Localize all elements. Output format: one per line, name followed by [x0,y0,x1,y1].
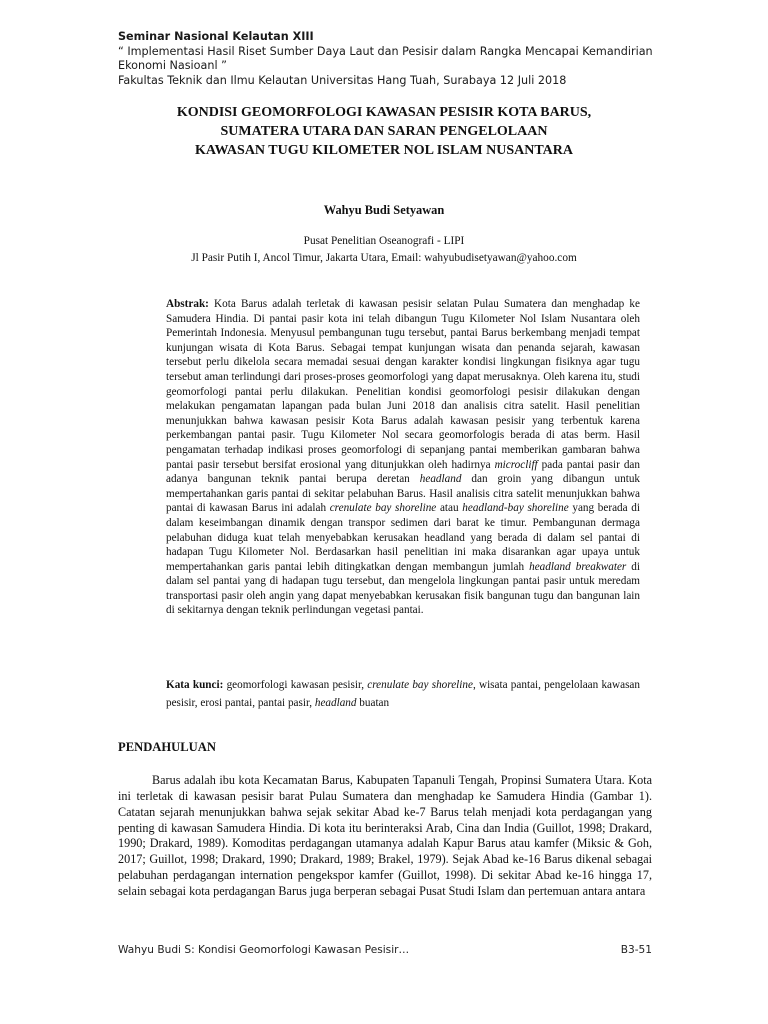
abstract-text: yang berada di dalam keseimbangan dinamik dengan transpor sedimen dari barat ke timur. Pembangunan dermaga pelabuhan diduga kuat telah menyebabkan kerusakan headland yang berada di dalam sel pantai di hadapan Tugu Kilometer Nol. Berdasarkan hasil penelitian ini maka disarankan agar upaya untuk mempertahankan garis pantai lebih ditingkatkan dengan membangun jumlah [166,502,640,573]
abstract-term: headland-bay shoreline [462,502,569,515]
author-affiliation-block [118,233,650,267]
abstract-term: headland [419,473,462,486]
conference-header [118,30,678,88]
title-line: KONDISI GEOMORFOLOGI KAWASAN PESISIR KOTA BARUS, [176,105,592,120]
page-footer [118,944,652,956]
running-title: Wahyu Budi S: Kondisi Geomorfologi Kawasan Pesisir… [118,944,410,956]
keywords-text: , wisata pantai, pengelolaan kawasan pesisir, erosi pantai, pantai pasir, [166,679,640,709]
keywords-term: headland [314,697,357,709]
body-paragraph: Barus adalah ibu kota Kecamatan Barus, Kabupaten Tapanuli Tengah, Propinsi Sumatera Utara. Kota ini terletak di kawasan pesisir barat Pulau Sumatera dan menghadap ke Samudera Hindia (Gambar 1). Catatan sejarah menunjukkan bahwa sejak sekitar Abad ke-7 Barus telah menjadi kota perdagangan yang penting di kawasan Samudera Hindia. Di kota itu berinteraksi Arab, Cina dan India (Guillot, 1998; Drakard, 1990; Drakard, 1989). Komoditas perdagangan utamanya adalah Kapur Barus atau kamfer (Miksic & Goh, 2017; Guillot, 1998; Drakard, 1990; Drakard, 1989; Brakel, 1979). Sejak Abad ke-16 Barus dikenal sebagai pelabuhan perdagangan internation pengekspor kamfer (Guillot, 1998). Di sekitar Abad ke-16 hingga 17, selain sebagai kota perdagangan Barus juga berperan sebagai Pusat Studi Islam dan pertemuan antara antara [118,773,652,898]
affiliation: Pusat Penelitian Oseanografi - LIPI [303,235,465,247]
keywords-text: buatan [356,697,390,709]
paper-title [118,103,650,160]
abstract-text: dan groin yang dibangun untuk mempertahankan garis pantai di sekitar pelabuhan Barus. Hasil analisis citra satelit menunjukkan bahwa pantai di kawasan Barus ini adalah [166,473,641,515]
author-name: Wahyu Budi Setyawan [323,203,445,217]
conference-venue: Fakultas Teknik dan Ilmu Kelautan Universitas Hang Tuah, Surabaya 12 Juli 2018 [118,73,567,87]
abstract-label: Abstrak: [166,298,209,310]
abstract-term: headland breakwater [529,560,627,573]
abstract-text: atau [436,502,463,515]
conference-theme: “ Implementasi Hasil Riset Sumber Daya Laut dan Pesisir dalam Rangka Mencapai Kemandirian Ekonomi Nasioanl ” [118,44,653,73]
keywords-label: Kata kunci: [166,679,224,691]
abstract [166,297,640,618]
abstract-term: crenulate bay shoreline [329,502,437,515]
title-line: KAWASAN TUGU KILOMETER NOL ISLAM NUSANTARA [195,143,573,158]
title-line: SUMATERA UTARA DAN SARAN PENGELOLAAN [220,124,548,139]
conference-name: Seminar Nasional Kelautan XIII [118,30,314,43]
address-email: Jl Pasir Putih I, Ancol Timur, Jakarta Utara, Email: wahyubudisetyawan@yahoo.com [191,252,577,264]
abstract-text: di dalam sel pantai yang di hadapan tugu tersebut, dan mengelola lingkungan pantai pasir untuk meredam transportasi pasir oleh angin yang dapat menyebabkan kerusakan fisik bangunan tugu dan bangunan lain di sekitarnya dengan teknik perlindungan vegetasi pantai. [166,560,641,617]
abstract-text: Kota Barus adalah terletak di kawasan pesisir selatan Pulau Sumatera dan menghadap ke Samudera Hindia. Di pantai pasir kota ini telah dibangun Tugu Kilometer Nol Islam Nusantara oleh Pemerintah Indonesia. Menyusul pembangunan tugu tersebut, pantai Barus berkembang menjadi tempat kunjungan wisata di Kota Barus. Sebagai tempat kunjungan wisata dan penanda sejarah, kawasan tersebut perlu dikelola secara memadai sesuai dengan karakter kondisi lingkungan fisiknya agar tugu tersebut aman terlindungi dari proses-proses geomorfologi yang dapat merusaknya. Oleh karena itu, studi geomorfologi pantai perlu dilakukan. Penelitian kondisi geomorfologi pesisir dilakukan dengan melakukan pengamatan lapangan pada bulan Juni 2018 dan analisis citra satelit. Hasil penelitian menunjukkan bahwa kawasan pesisir Kota Barus adalah kawasan pesisir yang terbentuk karena perkembangan pantai pasir. Tugu Kilometer Nol secara geomorfologis berada di atas berm. Hasil pengamatan terhadap indikasi proses geomorfologi di sepanjang pantai memberikan gambaran bahwa pantai pasir tersebut bersifat erosional yang ditunjukkan oleh hadirnya [166,298,640,471]
keywords [166,676,640,712]
abstract-term: microcliff [494,458,538,471]
keywords-text: geomorfologi kawasan pesisir, [223,679,368,691]
section-heading: PENDAHULUAN [118,740,216,754]
page-number: B3-51 [620,944,652,956]
keywords-term: crenulate bay shoreline [367,679,473,691]
abstract-text: pada pantai pasir dan adanya bangunan teknik pantai berupa deretan [166,458,640,486]
